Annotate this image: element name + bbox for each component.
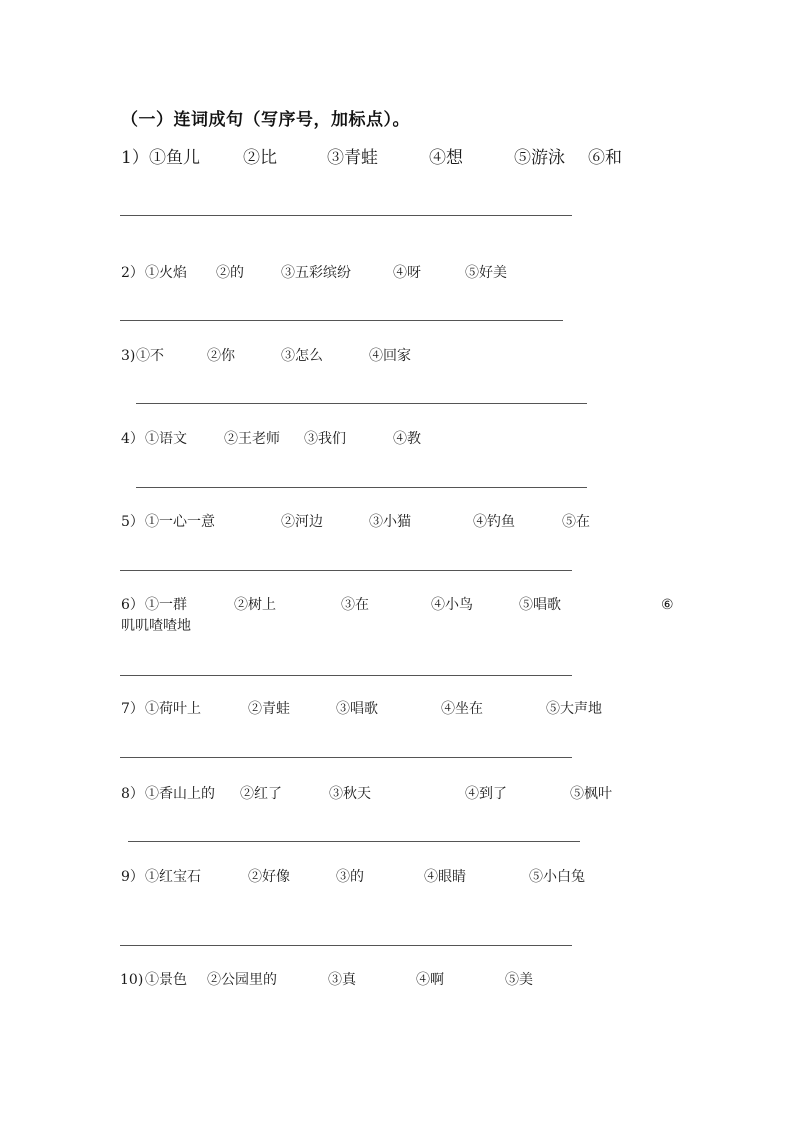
- word-option: ①荷叶上: [145, 701, 201, 717]
- question-number: 8）: [121, 786, 144, 802]
- word-option: ②王老师: [224, 431, 280, 447]
- word-option: ③秋天: [329, 786, 371, 802]
- word-option: ①一心一意: [145, 514, 215, 530]
- word-option: ⑤小白兔: [529, 869, 585, 885]
- question-number: 6）: [121, 597, 144, 613]
- word-option: ③我们: [304, 431, 346, 447]
- word-option: ⑤美: [505, 972, 533, 988]
- word-option: ⑤大声地: [546, 701, 602, 717]
- question-number: 1）: [121, 148, 149, 168]
- word-option: ③的: [336, 869, 364, 885]
- word-option: ④眼睛: [424, 869, 466, 885]
- answer-line[interactable]: [136, 403, 587, 404]
- question-number: 3): [121, 348, 136, 364]
- word-option: ①不: [136, 348, 164, 364]
- word-option: ④呀: [393, 265, 421, 281]
- question-number: 10): [120, 972, 144, 988]
- answer-line[interactable]: [120, 215, 572, 216]
- question-6: [0, 596, 793, 636]
- section-title: （一）连词成句（写序号，加标点）。: [121, 110, 410, 130]
- word-option: ⑥和: [588, 148, 622, 168]
- word-option: ①景色: [145, 972, 187, 988]
- word-option: ①语文: [145, 431, 187, 447]
- word-option: ②公园里的: [207, 972, 277, 988]
- answer-line[interactable]: [120, 570, 572, 571]
- word-option: ①一群: [145, 597, 187, 613]
- question-number: 2）: [121, 265, 144, 281]
- word-option: ②的: [216, 265, 244, 281]
- word-option: ④想: [429, 148, 463, 168]
- word-option: ④到了: [465, 786, 507, 802]
- word-option: ③唱歌: [336, 701, 378, 717]
- word-option: ③小猫: [369, 514, 411, 530]
- word-option: ④啊: [416, 972, 444, 988]
- answer-line[interactable]: [120, 945, 572, 946]
- word-option: ③在: [341, 597, 369, 613]
- word-option: ①火焰: [145, 265, 187, 281]
- word-option: ⑤游泳: [514, 148, 565, 168]
- word-option: ⑤枫叶: [570, 786, 612, 802]
- word-option: ⑥: [661, 597, 674, 613]
- word-option: ⑤好美: [465, 265, 507, 281]
- word-option: ①鱼儿: [149, 148, 200, 168]
- word-option: ⑤唱歌: [519, 597, 561, 613]
- word-option: ④小鸟: [431, 597, 473, 613]
- answer-line[interactable]: [120, 320, 563, 321]
- word-option: ⑤在: [562, 514, 590, 530]
- question-number: 9）: [121, 869, 144, 885]
- word-option: ①红宝石: [145, 869, 201, 885]
- word-option: ④回家: [369, 348, 411, 364]
- word-option: 叽叽喳喳地: [121, 618, 191, 634]
- question-number: 7）: [121, 701, 144, 717]
- word-option: ④坐在: [441, 701, 483, 717]
- word-option: ①香山上的: [145, 786, 215, 802]
- word-option: ④教: [393, 431, 421, 447]
- word-option: ②好像: [248, 869, 290, 885]
- answer-line[interactable]: [120, 675, 572, 676]
- word-option: ②你: [207, 348, 235, 364]
- word-option: ③青蛙: [327, 148, 378, 168]
- question-number: 5）: [121, 514, 144, 530]
- word-option: ②比: [243, 148, 277, 168]
- answer-line[interactable]: [136, 487, 587, 488]
- answer-line[interactable]: [128, 841, 580, 842]
- word-option: ②河边: [281, 514, 323, 530]
- question-number: 4）: [121, 431, 144, 447]
- word-option: ③怎么: [281, 348, 323, 364]
- word-option: ③五彩缤纷: [281, 265, 351, 281]
- word-option: ③真: [328, 972, 356, 988]
- word-option: ②青蛙: [248, 701, 290, 717]
- word-option: ②红了: [240, 786, 282, 802]
- word-option: ②树上: [234, 597, 276, 613]
- word-option: ④钓鱼: [473, 514, 515, 530]
- answer-line[interactable]: [120, 757, 572, 758]
